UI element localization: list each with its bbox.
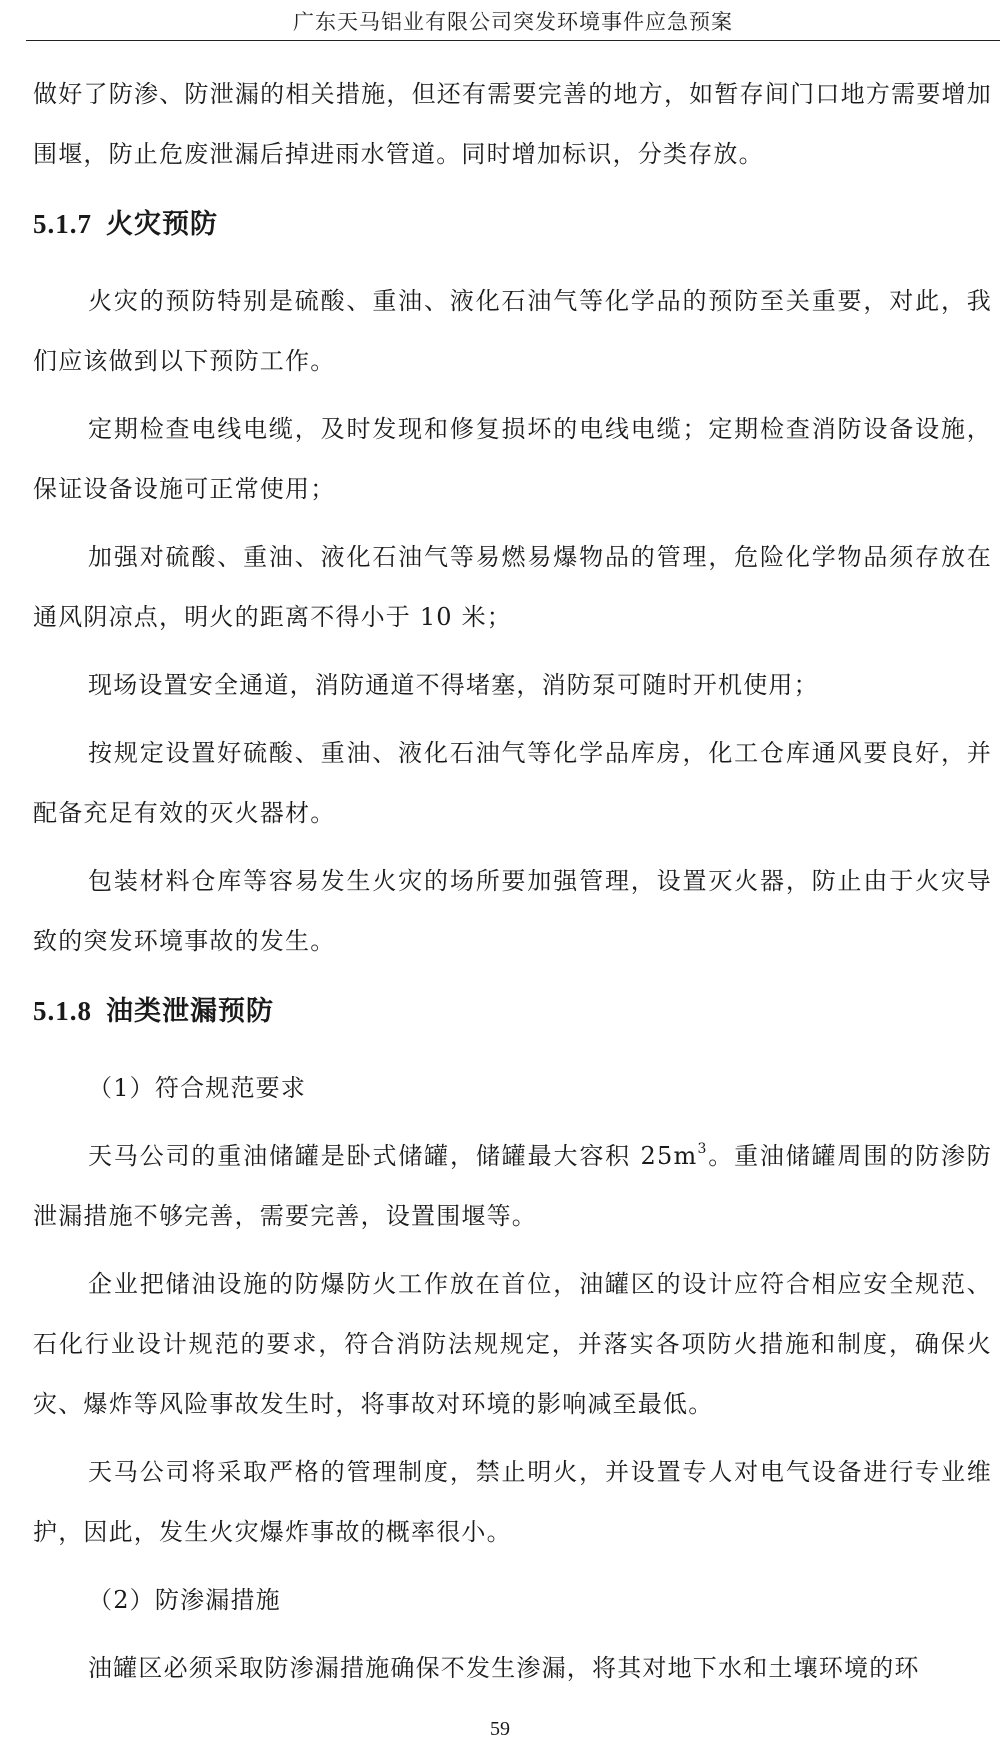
document-body <box>33 64 992 1706</box>
section-heading-5-1-8 <box>33 981 992 1042</box>
subheading: （1）符合规范要求 <box>88 1074 307 1102</box>
text-span: 。重油储罐周围的防渗防泄漏措施不够完善，需要完善，设置围堰等。 <box>33 1142 992 1230</box>
subheading: （2）防渗漏措施 <box>88 1586 281 1614</box>
section-heading-5-1-7 <box>33 194 992 255</box>
superscript: 3 <box>697 1141 708 1157</box>
paragraph: 企业把储油设施的防爆防火工作放在首位，油罐区的设计应符合相应安全规范、石化行业设计规范的要求，符合消防法规规定，并落实各项防火措施和制度，确保火灾、爆炸等风险事故发生时，将事故对环境的影响减至最低。 <box>33 1270 992 1418</box>
header-title: 广东天马铝业有限公司突发环境事件应急预案 <box>293 10 733 34</box>
paragraph: 加强对硫酸、重油、液化石油气等易燃易爆物品的管理，危险化学物品须存放在通风阴凉点，明火的距离不得小于 10 米； <box>33 543 992 631</box>
text-span: 天马公司的重油储罐是卧式储罐，储罐最大容积 25m <box>88 1142 698 1170</box>
section-title: 火灾预防 <box>106 209 218 240</box>
paragraph: 天马公司将采取严格的管理制度，禁止明火，并设置专人对电气设备进行专业维护，因此，发生火灾爆炸事故的概率很小。 <box>33 1458 992 1546</box>
section-title: 油类泄漏预防 <box>106 996 274 1027</box>
page-header <box>26 0 1000 41</box>
paragraph: 油罐区必须采取防渗漏措施确保不发生渗漏，将其对地下水和土壤环境的环 <box>88 1654 920 1682</box>
paragraph: 包装材料仓库等容易发生火灾的场所要加强管理，设置灭火器，防止由于火灾导致的突发环境事故的发生。 <box>33 867 992 955</box>
paragraph: 火灾的预防特别是硫酸、重油、液化石油气等化学品的预防至关重要，对此，我们应该做到以下预防工作。 <box>33 287 992 375</box>
paragraph: 定期检查电线电缆，及时发现和修复损坏的电线电缆；定期检查消防设备设施，保证设备设施可正常使用； <box>33 415 992 503</box>
paragraph: 现场设置安全通道，消防通道不得堵塞，消防泵可随时开机使用； <box>88 671 819 699</box>
paragraph-continuation: 做好了防渗、防泄漏的相关措施，但还有需要完善的地方，如暂存间门口地方需要增加围堰，防止危废泄漏后掉进雨水管道。同时增加标识，分类存放。 <box>33 80 992 168</box>
paragraph: 按规定设置好硫酸、重油、液化石油气等化学品库房，化工仓库通风要良好，并配备充足有效的灭火器材。 <box>33 739 992 827</box>
section-number: 5.1.8 <box>33 996 92 1026</box>
paragraph <box>33 1126 992 1246</box>
section-number: 5.1.7 <box>33 209 92 239</box>
page-number: 59 <box>490 1718 510 1740</box>
